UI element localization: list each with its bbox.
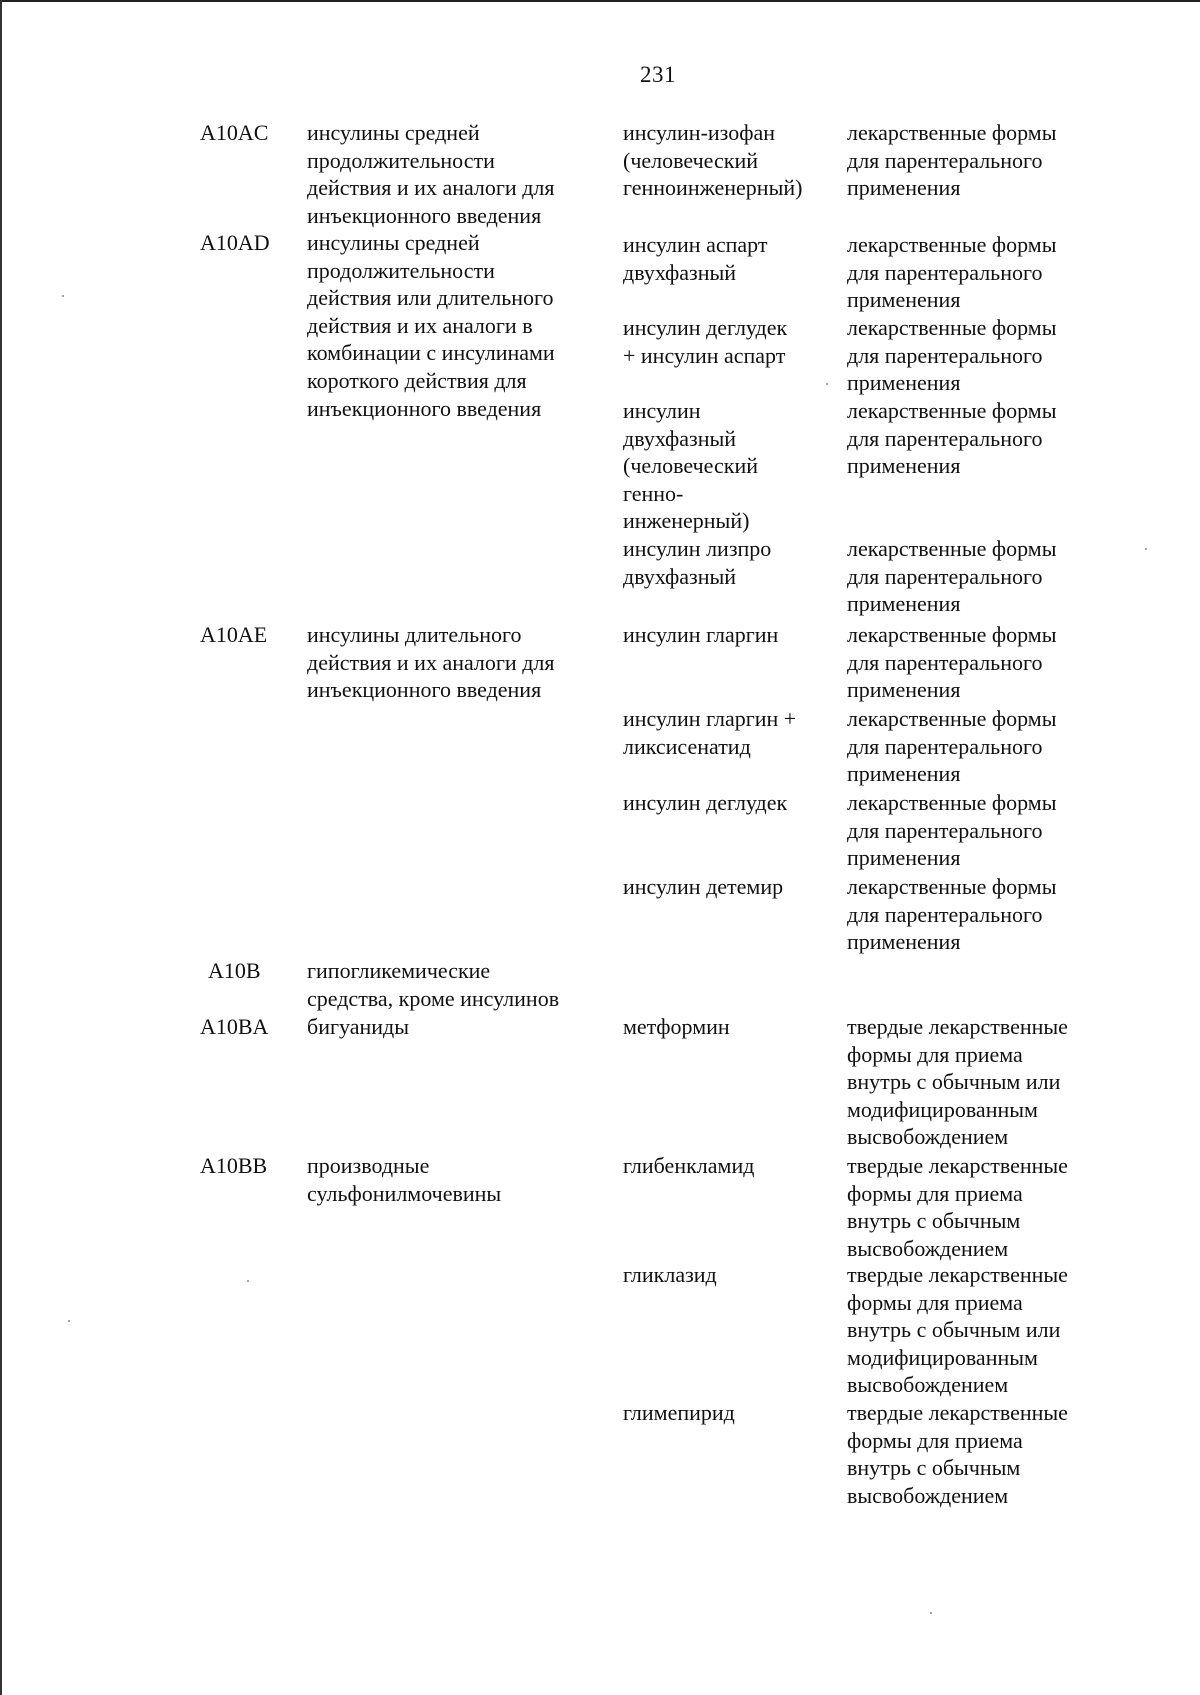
page-edge-top — [0, 0, 1200, 2]
dosage-form: твердые лекарственные формы для приема внутрь с обычным или модифицированным высвобождением — [847, 1262, 1068, 1398]
dosage-form: лекарственные формы для парентерального применения — [847, 874, 1057, 955]
drug-name: метформин — [623, 1014, 730, 1039]
dosage-form: лекарственные формы для парентерального применения — [847, 536, 1057, 617]
page-edge-left — [0, 0, 2, 1695]
scan-speck — [930, 1612, 932, 1614]
dosage-form: лекарственные формы для парентерального применения — [847, 120, 1057, 201]
dosage-form: лекарственные формы для парентерального применения — [847, 232, 1057, 313]
dosage-form: лекарственные формы для парентерального применения — [847, 790, 1057, 871]
dosage-form: твердые лекарственные формы для приема внутрь с обычным или модифицированным высвобождением — [847, 1014, 1068, 1150]
atc-code: A10B — [208, 958, 261, 983]
dosage-form: лекарственные формы для парентерального применения — [847, 315, 1057, 396]
drug-name: инсулин аспарт двухфазный — [623, 232, 768, 285]
dosage-form: лекарственные формы для парентерального применения — [847, 706, 1057, 787]
scan-speck — [247, 1280, 249, 1282]
atc-code: A10AE — [200, 622, 268, 647]
atc-group: бигуаниды — [307, 1014, 409, 1039]
atc-code: A10AC — [200, 120, 269, 145]
drug-name: инсулин гларгин — [623, 622, 779, 647]
atc-group: инсулины средней продолжительности действия и их аналоги для инъекционного введения — [307, 120, 555, 228]
drug-name: инсулин гларгин + ликсисенатид — [623, 706, 797, 759]
drug-name: глибенкламид — [623, 1153, 755, 1178]
dosage-form: лекарственные формы для парентерального применения — [847, 398, 1057, 479]
drug-name: инсулин лизпро двухфазный — [623, 536, 772, 589]
scan-speck — [826, 383, 828, 385]
drug-name: инсулин деглудек + инсулин аспарт — [623, 315, 788, 368]
atc-code: A10AD — [200, 230, 270, 255]
dosage-form: твердые лекарственные формы для приема внутрь с обычным высвобождением — [847, 1400, 1068, 1508]
drug-name: инсулин деглудек — [623, 790, 788, 815]
drug-name: гликлазид — [623, 1262, 717, 1287]
atc-code: A10BA — [200, 1014, 269, 1039]
atc-group: гипогликемические средства, кроме инсулинов — [307, 958, 560, 1011]
atc-group: инсулины длительного действия и их аналоги для инъекционного введения — [307, 622, 555, 703]
scan-speck — [62, 295, 64, 297]
atc-group: инсулины средней продолжительности действия или длительного действия и их аналоги в комбинации с инсулинами короткого действия для инъекционного введения — [307, 230, 555, 421]
drug-name: инсулин детемир — [623, 874, 784, 899]
page-number: 231 — [640, 62, 676, 87]
drug-name: инсулин-изофан (человеческий генноинженерный) — [623, 120, 803, 201]
scan-speck — [1145, 548, 1147, 550]
dosage-form: твердые лекарственные формы для приема внутрь с обычным высвобождением — [847, 1153, 1068, 1261]
drug-name: глимепирид — [623, 1400, 735, 1425]
atc-code: A10BB — [200, 1153, 268, 1178]
scan-speck — [68, 1320, 70, 1322]
dosage-form: лекарственные формы для парентерального применения — [847, 622, 1057, 703]
atc-group: производные сульфонилмочевины — [307, 1153, 502, 1206]
drug-name: инсулин двухфазный (человеческий генно- инженерный) — [623, 398, 758, 534]
